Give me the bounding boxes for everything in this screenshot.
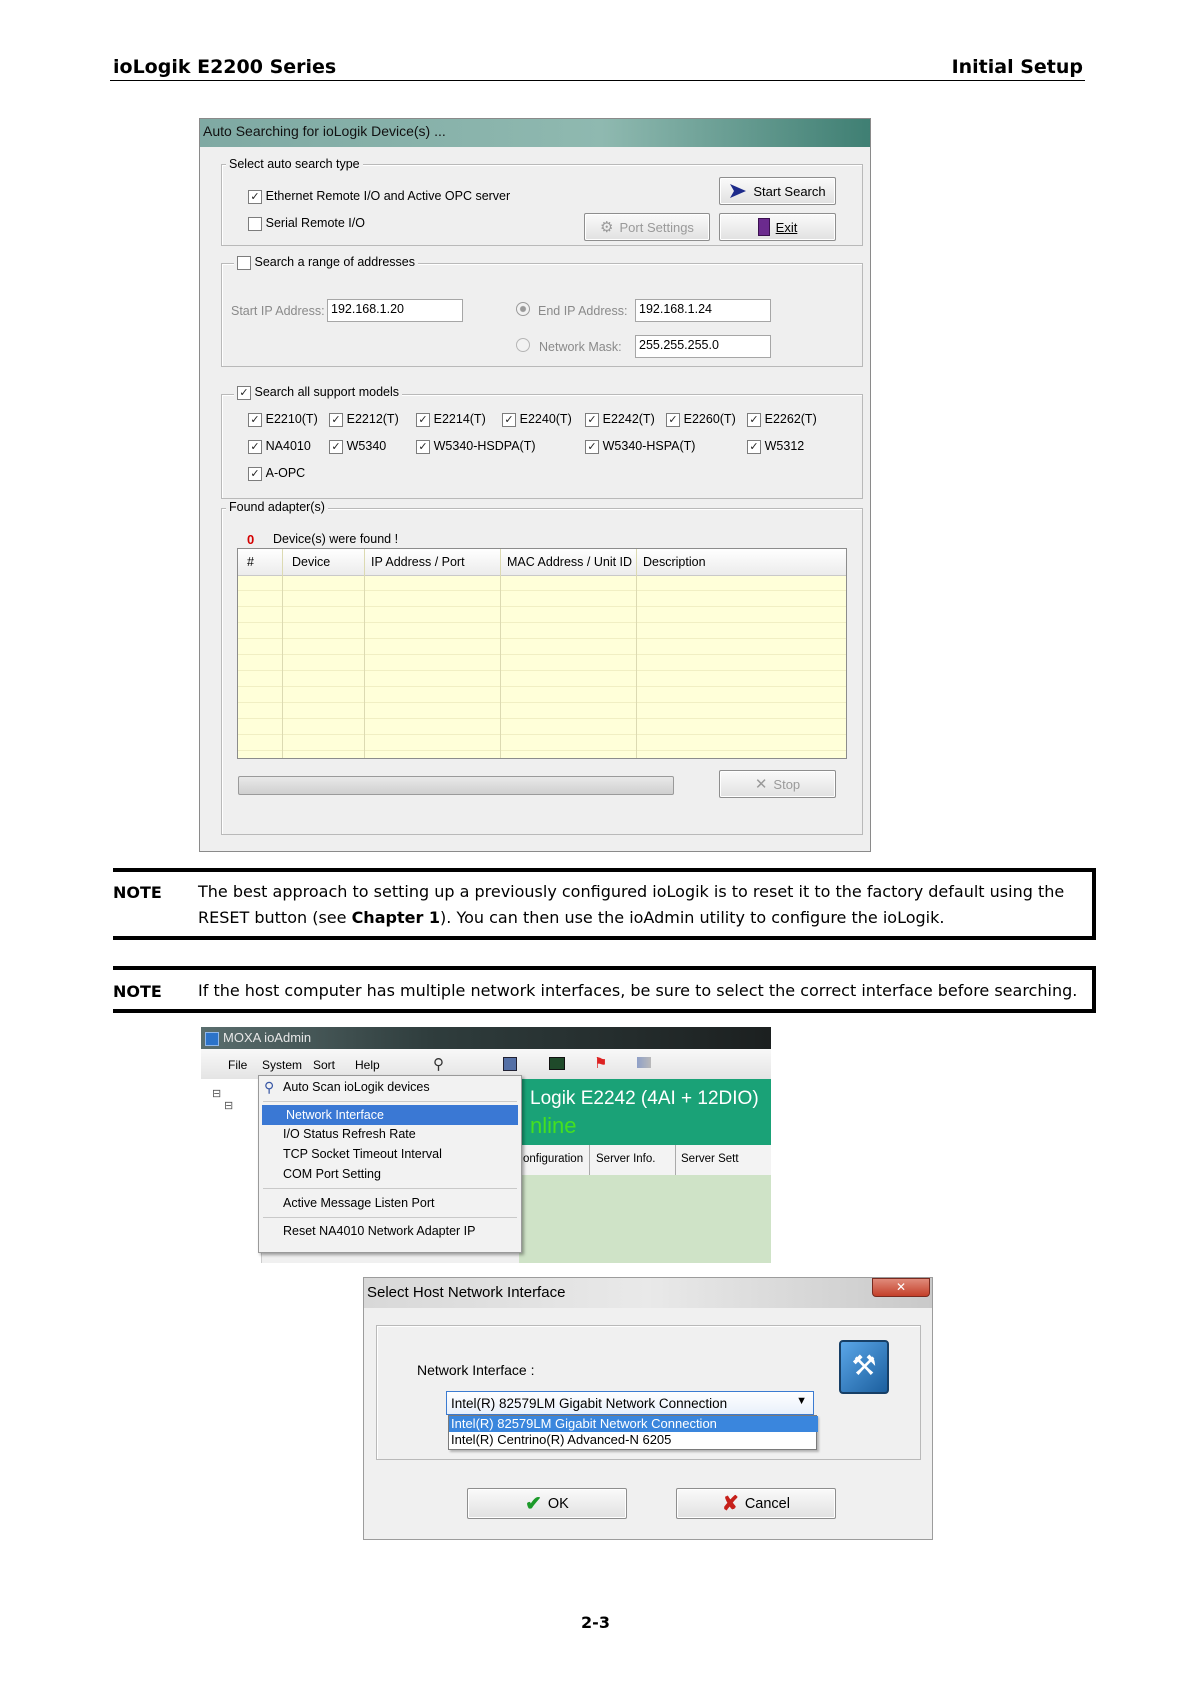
- tools-icon[interactable]: [637, 1057, 651, 1068]
- device-banner: [519, 1079, 771, 1145]
- model-option[interactable]: [416, 411, 486, 427]
- found-text: Device(s) were found !: [273, 532, 399, 546]
- tab-server-info[interactable]: Server Info.: [596, 1153, 656, 1165]
- model-label: E2240(T): [519, 412, 572, 426]
- scan-icon[interactable]: ⚲: [433, 1056, 444, 1073]
- close-icon: ✕: [895, 1280, 907, 1294]
- model-checkbox[interactable]: ✓: [416, 440, 430, 454]
- ethernet-option[interactable]: [248, 188, 510, 204]
- network-interface-label: Network Interface :: [417, 1362, 535, 1378]
- checkmark-icon: ✔: [525, 1493, 542, 1515]
- model-option[interactable]: [248, 411, 318, 427]
- menu-system[interactable]: System: [262, 1058, 303, 1072]
- model-label: E2260(T): [683, 412, 736, 426]
- range-checkbox[interactable]: [237, 256, 251, 270]
- model-checkbox[interactable]: ✓: [248, 413, 262, 427]
- end-ip-field[interactable]: 192.168.1.24: [635, 299, 771, 322]
- start-search-icon: [729, 183, 747, 199]
- close-button[interactable]: [872, 1278, 930, 1297]
- menu-sort[interactable]: Sort: [313, 1058, 336, 1072]
- port-settings-icon: ⚙: [600, 219, 614, 236]
- results-table[interactable]: [237, 548, 847, 759]
- models-checkbox[interactable]: ✓: [237, 386, 251, 400]
- tree-expander[interactable]: ⊟: [224, 1100, 234, 1112]
- nic-dialog-title: Select Host Network Interface: [367, 1284, 566, 1301]
- model-checkbox[interactable]: ✓: [329, 413, 343, 427]
- moxa-app-icon: [205, 1032, 219, 1046]
- port-settings-label: Port Settings: [619, 219, 694, 235]
- model-checkbox[interactable]: ✓: [248, 467, 262, 481]
- model-checkbox[interactable]: ✓: [747, 413, 761, 427]
- menu-file[interactable]: File: [228, 1058, 248, 1072]
- model-checkbox[interactable]: ✓: [747, 440, 761, 454]
- model-label: E2262(T): [764, 412, 817, 426]
- note-label: NOTE: [113, 982, 162, 1001]
- menu-item-com-port[interactable]: COM Port Setting: [283, 1167, 381, 1181]
- menu-item-refresh-rate[interactable]: I/O Status Refresh Rate: [283, 1127, 416, 1141]
- model-checkbox[interactable]: ✓: [248, 440, 262, 454]
- menu-item-auto-scan[interactable]: Auto Scan ioLogik devices: [283, 1080, 430, 1094]
- models-legend[interactable]: [234, 385, 402, 400]
- model-option[interactable]: [248, 438, 311, 454]
- auto-scan-icon: ⚲: [264, 1079, 275, 1095]
- column-header[interactable]: MAC Address / Unit ID: [507, 555, 633, 569]
- network-interface-option[interactable]: Intel(R) 82579LM Gigabit Network Connection: [449, 1416, 818, 1432]
- network-interface-option[interactable]: Intel(R) Centrino(R) Advanced-N 6205: [451, 1432, 672, 1447]
- end-ip-label: End IP Address:: [538, 304, 628, 318]
- chapter-reference: Chapter 1: [351, 908, 441, 927]
- flag-icon[interactable]: ⚑: [594, 1055, 608, 1072]
- model-checkbox[interactable]: ✓: [585, 440, 599, 454]
- search-dialog-titlebar: [200, 119, 870, 147]
- model-checkbox[interactable]: ✓: [502, 413, 516, 427]
- model-checkbox[interactable]: ✓: [416, 413, 430, 427]
- nic-dialog-titlebar: [364, 1278, 932, 1308]
- menu-item-reset-na4010[interactable]: Reset NA4010 Network Adapter IP: [283, 1224, 476, 1238]
- chevron-down-icon: ▼: [796, 1395, 807, 1407]
- search-dialog-title: Auto Searching for ioLogik Device(s) ...: [203, 123, 446, 139]
- ioadmin-window: [201, 1027, 771, 1263]
- device-title: Logik E2242 (4AI + 12DIO): [530, 1088, 759, 1109]
- ioadmin-title: MOXA ioAdmin: [223, 1030, 312, 1045]
- model-label: W5312: [764, 439, 805, 453]
- range-legend[interactable]: [234, 255, 418, 270]
- model-label: E2242(T): [602, 412, 655, 426]
- model-option[interactable]: [248, 465, 305, 481]
- menu-item-listen-port[interactable]: Active Message Listen Port: [283, 1196, 435, 1210]
- start-search-label: Start Search: [753, 183, 826, 199]
- tab-divider: [675, 1145, 676, 1175]
- tab-server-settings[interactable]: Server Sett: [681, 1153, 739, 1165]
- model-option[interactable]: [329, 411, 399, 427]
- search-progress-bar: [238, 776, 674, 795]
- model-option[interactable]: [666, 411, 736, 427]
- model-option[interactable]: [585, 411, 655, 427]
- cancel-x-icon: ✘: [722, 1493, 739, 1515]
- column-header[interactable]: IP Address / Port: [371, 555, 465, 569]
- note-text-part: ). You can then use the ioAdmin utility to configure the ioLogik.: [440, 908, 945, 927]
- column-header[interactable]: #: [247, 555, 254, 569]
- model-checkbox[interactable]: ✓: [329, 440, 343, 454]
- network-mask-field[interactable]: 255.255.255.0: [635, 335, 771, 358]
- model-option[interactable]: [416, 438, 536, 454]
- network-mask-radio[interactable]: [516, 338, 530, 352]
- stop-button[interactable]: [719, 770, 836, 798]
- column-divider: [282, 549, 283, 758]
- network-mask-label: Network Mask:: [539, 340, 622, 354]
- tab-divider: [589, 1145, 590, 1175]
- model-option[interactable]: [585, 438, 695, 454]
- ok-button[interactable]: [467, 1488, 627, 1519]
- device-tabs: [519, 1145, 771, 1176]
- models-label: Search all support models: [254, 385, 400, 399]
- ethernet-label: Ethernet Remote I/O and Active OPC server: [265, 189, 511, 203]
- column-divider: [500, 549, 501, 758]
- monitor-icon[interactable]: [549, 1057, 565, 1070]
- column-header[interactable]: Device: [292, 555, 331, 569]
- search-dialog: [199, 118, 871, 852]
- system-menu: [258, 1075, 522, 1253]
- column-header[interactable]: Description: [643, 555, 706, 569]
- serial-checkbox[interactable]: [248, 217, 262, 231]
- end-ip-radio[interactable]: [516, 302, 530, 316]
- exit-label: Exit: [775, 219, 798, 235]
- model-label: NA4010: [265, 439, 311, 453]
- model-checkbox[interactable]: ✓: [585, 413, 599, 427]
- network-tools-icon: ⚒: [839, 1340, 889, 1394]
- note-label: NOTE: [113, 883, 162, 902]
- ioadmin-titlebar: [201, 1027, 771, 1049]
- tree-expander[interactable]: ⊟: [212, 1088, 222, 1100]
- note-text-part: The best approach to setting up a previously configured ioLogik is to reset it to the factory default using the RESET button (see: [198, 882, 1065, 927]
- tab-configuration[interactable]: onfiguration: [523, 1153, 584, 1165]
- model-option[interactable]: [502, 411, 572, 427]
- exit-button[interactable]: [719, 213, 836, 241]
- ethernet-checkbox[interactable]: ✓: [248, 190, 262, 204]
- model-option[interactable]: [329, 438, 386, 454]
- results-header: [238, 549, 846, 576]
- range-label: Search a range of addresses: [254, 255, 416, 269]
- model-label: W5340-HSDPA(T): [433, 439, 536, 453]
- cancel-button[interactable]: [676, 1488, 836, 1519]
- model-option[interactable]: [747, 411, 817, 427]
- found-legend: Found adapter(s): [226, 500, 328, 514]
- network-icon[interactable]: [503, 1057, 517, 1071]
- found-count: 0: [247, 532, 255, 547]
- column-divider: [364, 549, 365, 758]
- network-interface-options: [448, 1415, 817, 1450]
- menu-separator: [263, 1101, 517, 1102]
- exit-door-icon: [758, 218, 770, 236]
- menu-item-socket-timeout[interactable]: TCP Socket Timeout Interval: [283, 1147, 442, 1161]
- model-checkbox[interactable]: ✓: [666, 413, 680, 427]
- menu-separator: [263, 1188, 517, 1189]
- cancel-label: Cancel: [744, 1495, 790, 1512]
- menu-help[interactable]: Help: [355, 1058, 380, 1072]
- note-text: [198, 879, 1078, 931]
- stop-icon: ✕: [754, 776, 768, 793]
- note-text: If the host computer has multiple network interfaces, be sure to select the correct interface before searching.: [198, 981, 1078, 1000]
- model-label: W5340: [346, 439, 387, 453]
- menu-separator: [263, 1217, 517, 1218]
- model-label: E2212(T): [346, 412, 399, 426]
- device-panel: [519, 1175, 771, 1263]
- header-right: Initial Setup: [951, 56, 1083, 78]
- ok-label: OK: [547, 1495, 569, 1512]
- device-tree: [201, 1079, 262, 1263]
- device-status: nline: [530, 1113, 577, 1138]
- header-rule: [110, 80, 1085, 81]
- start-ip-field[interactable]: 192.168.1.20: [327, 299, 463, 322]
- model-label: E2214(T): [433, 412, 486, 426]
- network-interface-value: Intel(R) 82579LM Gigabit Network Connection: [451, 1396, 728, 1411]
- start-search-button[interactable]: [719, 177, 836, 205]
- serial-option[interactable]: [248, 215, 365, 231]
- menu-item-network-interface[interactable]: Network Interface: [262, 1105, 518, 1125]
- search-type-legend: Select auto search type: [226, 157, 363, 171]
- stop-label: Stop: [773, 776, 801, 792]
- page-number: 2-3: [581, 1613, 610, 1632]
- serial-label: Serial Remote I/O: [265, 216, 365, 230]
- model-label: E2210(T): [265, 412, 318, 426]
- network-interface-select[interactable]: [446, 1391, 814, 1415]
- nic-dialog: [363, 1277, 933, 1540]
- model-label: W5340-HSPA(T): [602, 439, 696, 453]
- model-label: A-OPC: [265, 466, 306, 480]
- port-settings-button[interactable]: [584, 213, 710, 241]
- start-ip-label: Start IP Address:: [231, 304, 325, 318]
- column-divider: [636, 549, 637, 758]
- model-option[interactable]: [747, 438, 804, 454]
- header-left: ioLogik E2200 Series: [113, 56, 337, 78]
